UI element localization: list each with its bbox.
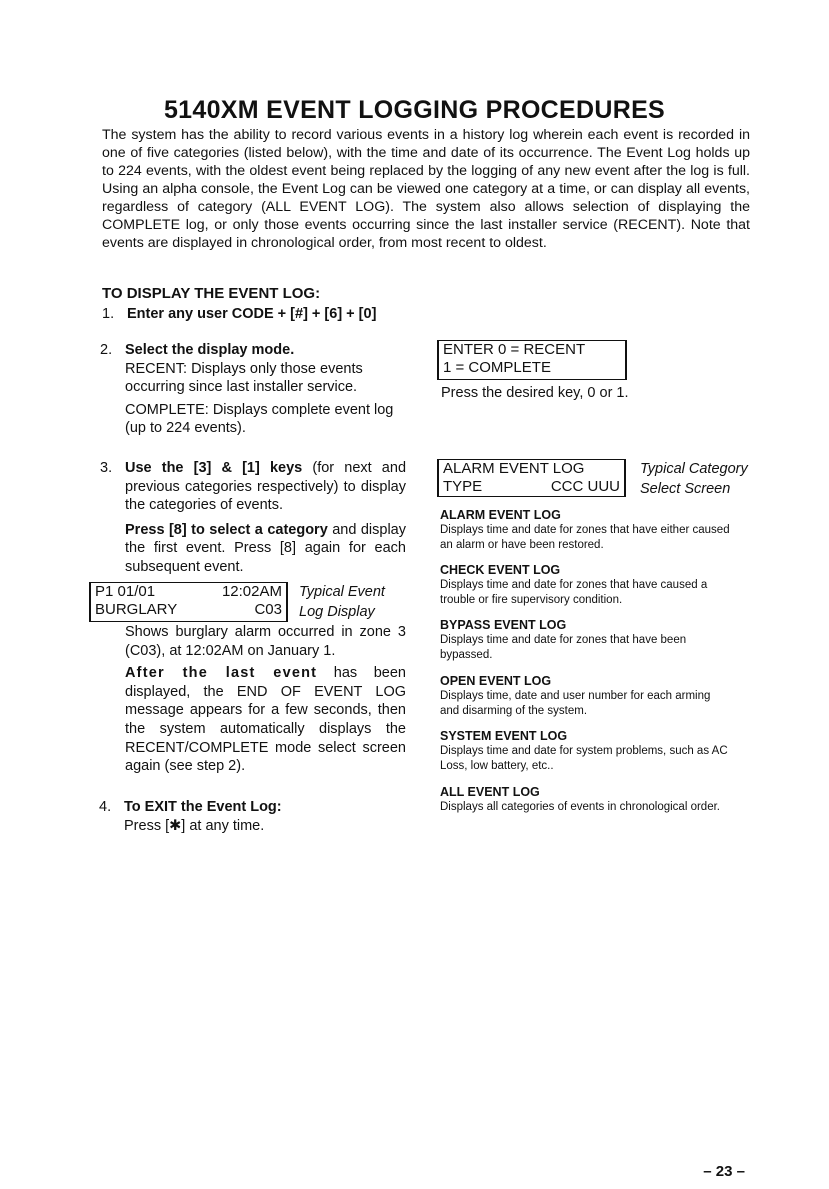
- mode-select-display: [437, 340, 627, 380]
- mode-display-note: Press the desired key, 0 or 1.: [441, 385, 629, 401]
- category-heading: CHECK EVENT LOG: [440, 563, 561, 577]
- event-log-display: [89, 582, 288, 622]
- category-bypass: [440, 617, 730, 663]
- category-description: Displays time and date for zones that have either caused an alarm or have been restored.: [440, 524, 730, 551]
- category-description: Displays time and date for zones that have caused a trouble or fire supervisory condition.: [440, 579, 708, 606]
- category-display-codes: CCC UUU: [550, 478, 620, 495]
- event-caption-line-2: Log Display: [299, 604, 375, 620]
- category-display-line-1: ALARM EVENT LOG: [443, 460, 585, 477]
- category-display-caption: [640, 459, 748, 499]
- category-heading: BYPASS EVENT LOG: [440, 618, 567, 632]
- category-heading: ALARM EVENT LOG: [440, 508, 561, 522]
- step-1: [102, 305, 377, 324]
- step-3-continued: [125, 623, 406, 776]
- category-description: Displays time, date and user number for each arming and disarming of the system.: [440, 690, 711, 717]
- event-caption-line-1: Typical Event: [299, 584, 385, 600]
- category-check: [440, 562, 730, 608]
- mode-display-line-1: ENTER 0 = RECENT: [443, 341, 586, 358]
- category-open: [440, 673, 730, 719]
- category-select-display: [437, 459, 626, 497]
- category-system: [440, 728, 730, 774]
- section-heading: TO DISPLAY THE EVENT LOG:: [102, 285, 321, 302]
- step-3-after-text: has been displayed, the END OF EVENT LOG message appears for a few seconds, then the system automatically displays the RECENT/COMPLETE mode select screen again (see step 2).: [125, 665, 406, 775]
- category-display-type: TYPE: [443, 478, 483, 495]
- step-4-heading: To EXIT the Event Log:: [124, 799, 282, 815]
- category-description: Displays time and date for zones that have been bypassed.: [440, 634, 687, 661]
- page-number: – 23 –: [703, 1163, 745, 1180]
- step-3-press: Press [8] to select a category: [125, 521, 328, 538]
- recent-description: RECENT: Displays only those events occurring since last installer service.: [125, 360, 363, 396]
- event-display-type: BURGLARY: [95, 601, 178, 618]
- step-number: 1.: [102, 306, 115, 322]
- page-title: 5140XM EVENT LOGGING PROCEDURES: [163, 96, 666, 124]
- step-2: [100, 341, 407, 438]
- step-2-heading: Select the display mode.: [125, 342, 295, 358]
- mode-display-line-2: 1 = COMPLETE: [443, 359, 551, 376]
- step-3-lead: Use the [3] & [1] keys: [125, 460, 303, 476]
- category-heading: ALL EVENT LOG: [440, 785, 540, 799]
- event-display-caption: [299, 582, 385, 622]
- step-3: [100, 459, 407, 577]
- category-description: Displays all categories of events in chronological order.: [440, 801, 720, 813]
- event-display-zone: C03: [254, 601, 282, 618]
- category-alarm: [440, 507, 730, 553]
- step-3-press-text: and display the first event. Press [8] again for each subsequent event.: [125, 521, 406, 575]
- step-4-text: Press [✱] at any time.: [124, 817, 265, 834]
- step-number: 4.: [99, 799, 112, 815]
- intro-paragraph: The system has the ability to record various events in a history log wherein each event is recorded in one of five categories (listed below), with the time and date of its occurrence. The Event Log holds up to 224 events, with the oldest event being replaced by the logging of any new event after the log is full. Using an alpha console, the Event Log can be viewed one category at a time, or can display all events, regardless of category (ALL EVENT LOG). The system also allows selection of displaying the COMPLETE log, or only those events occurring since the last installer service (RECENT). Note that events are displayed in chronological order, from most recent to oldest.: [102, 127, 750, 251]
- step-1-text: Enter any user CODE + [#] + [6] + [0]: [127, 306, 377, 322]
- category-description: Displays time and date for system problems, such as AC Loss, low battery, etc..: [440, 745, 728, 772]
- event-display-date: P1 01/01: [95, 583, 156, 600]
- step-3-lead-text: (for next and previous categories respectively) to display the categories of events.: [125, 460, 407, 514]
- category-caption-line-1: Typical Category: [640, 461, 748, 477]
- complete-description: COMPLETE: Displays complete event log (up to 224 events).: [125, 401, 394, 437]
- category-all: [440, 784, 730, 815]
- step-number: 2.: [100, 342, 113, 358]
- step-4: [99, 798, 282, 835]
- category-heading: OPEN EVENT LOG: [440, 674, 552, 688]
- step-3-shows: Shows burglary alarm occurred in zone 3 (C03), at 12:02AM on January 1.: [125, 624, 406, 659]
- category-caption-line-2: Select Screen: [640, 481, 731, 497]
- event-display-time: 12:02AM: [221, 583, 282, 600]
- step-3-after: After the last event: [125, 665, 318, 682]
- step-number: 3.: [100, 460, 113, 476]
- category-heading: SYSTEM EVENT LOG: [440, 729, 568, 743]
